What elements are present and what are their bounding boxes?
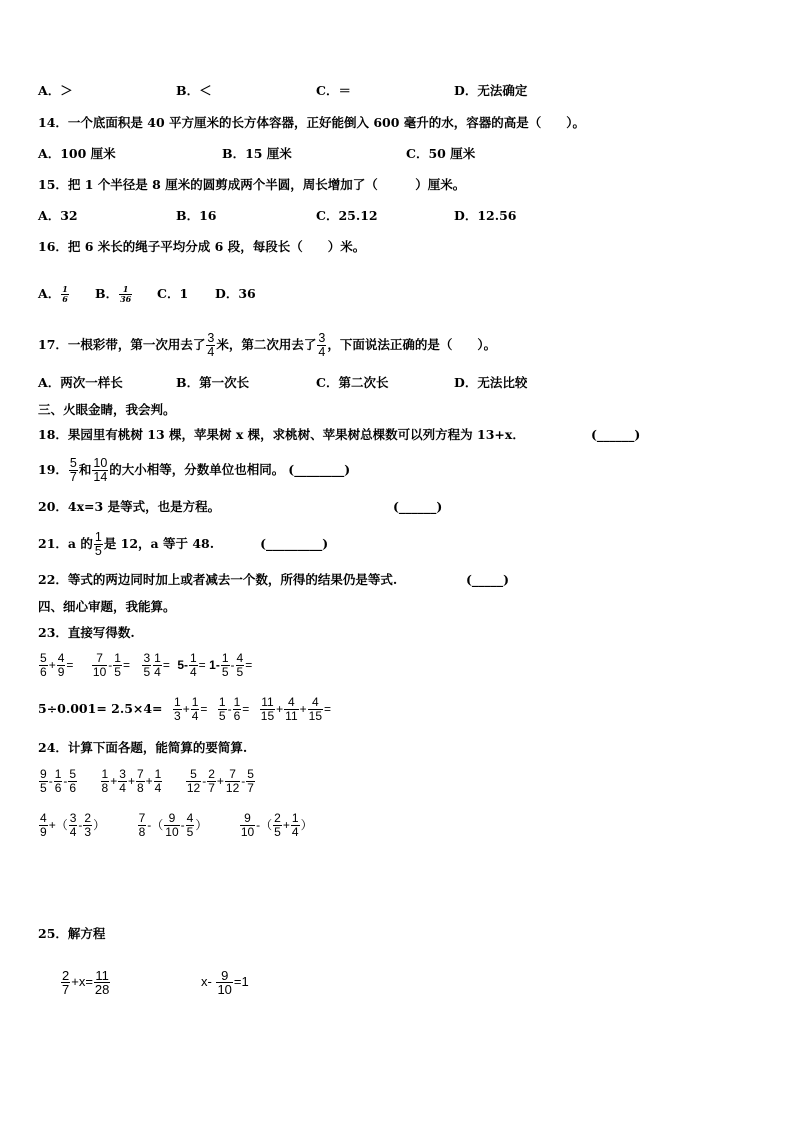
q18-text: 18．果园里有桃树 13 棵，苹果树 x 棵，求桃树、苹果树总棵数可以列方程为 13+x． [38,427,525,442]
q22-answer-blank[interactable]: (_____) [466,572,510,587]
q23-row-1: $\frac{5}{6}$ + $\frac{4}{9}$ = $\frac{7}{10}$ - $\frac{1}{5}$ = $\frac{3}{5}$ $\frac{1}{4}$ = 5- $\frac{1}{4}$ = 1- $\frac{1}{5}$ - $\frac{4}{5}$ = [40,651,253,680]
q15-text: 15．把 1 个半径是 8 厘米的圆剪成两个半圆，周长增加了（ ）厘米。 [38,177,466,192]
q25-text: 25．解方程 [38,926,106,941]
q17-fraction-2: $\frac{3}{4}$ [318,331,326,359]
q16-option-d: D．36 [215,286,256,301]
q19-fraction-2: $\frac{10}{14}$ [93,456,108,484]
q21-fraction: $\frac{1}{5}$ [94,530,102,558]
q14-option-c: C．50 厘米 [406,146,476,161]
q14-option-b: B．15 厘米 [222,146,292,161]
q19-fraction-1: $\frac{5}{7}$ [69,456,77,484]
q21-answer-blank[interactable]: (_________) [260,536,329,551]
q16-text: 16．把 6 米长的绳子平均分成 6 段，每段长（ ）米。 [38,239,366,254]
q15-option-c: C．25.12 [316,208,378,223]
q20-answer-blank[interactable]: (______) [393,499,443,514]
q16-option-a-label: A． [38,286,61,301]
q24-text: 24．计算下面各题，能简算的要简算. [38,740,248,755]
q13-option-d: D．无法确定 [454,83,528,98]
q17-text: 17．一根彩带，第一次用去了 $\frac{3}{4}$ 米，第二次用去了 $\frac{3}{4}$ ，下面说法正确的是（ ）。 [38,331,497,359]
q22-text: 22．等式的两边同时加上或者减去一个数，所得的结果仍是等式. [38,572,398,587]
q14-text: 14．一个底面积是 40 平方厘米的长方体容器，正好能倒入 600 毫升的水，容器的高是（ ）。 [38,115,586,130]
q20-text: 20．4x=3 是等式，也是方程。 [38,499,221,514]
q18-answer-blank[interactable]: (______) [591,427,641,442]
q13-option-b: B．＜ [176,83,212,98]
q21-text: 21．a 的 $\frac{1}{5}$ 是 12，a 等于 48. (_________) [38,530,329,558]
q15-option-b: B．16 [176,208,217,223]
q15-option-a: A．32 [38,208,78,223]
q16-option-b-label: B． [95,286,119,301]
q13-option-a: A．＞ [38,83,73,98]
q23-text: 23．直接写得数. [38,625,135,640]
q16-option-c: C．1 [157,286,189,301]
q25-equation-1: $\frac{2}{7}$ +x= $\frac{11}{28}$ [62,968,110,998]
q24-row-2: $\frac{4}{9}$ +（ $\frac{3}{4}$ - $\frac{2}{3}$ ） $\frac{7}{8}$ -（ $\frac{9}{10}$ - $\frac{4}{5}$ ） $\frac{9}{10}$ -（ $\frac{2}{5}$ + $\frac{1}{4}$ ） [40,811,313,840]
q17-option-b: B．第一次长 [176,375,250,390]
q16-option-b [95,282,133,306]
q14-option-a: A．100 厘米 [38,146,116,161]
q24-row-1: $\frac{9}{5}$ - $\frac{1}{6}$ - $\frac{5}{6}$ $\frac{1}{8}$ + $\frac{3}{4}$ + $\frac{7}{8}$ + $\frac{1}{4}$ $\frac{5}{12}$ - $\frac{2}{7}$ + $\frac{7}{12}$ - $\frac{5}{7}$ [40,767,254,796]
q17-fraction-1: $\frac{3}{4}$ [207,331,215,359]
q17-option-c: C．第二次长 [316,375,389,390]
q16-option-a-fraction: $\frac{1}{6}$ [62,284,68,304]
q13-option-c: C．＝ [316,83,351,98]
section-4-heading: 四、细心审题，我能算。 [38,599,176,614]
q25-equation-2: x- $\frac{9}{10}$ =1 [201,968,249,998]
q17-option-d: D．无法比较 [454,375,528,390]
q19-text: 19． $\frac{5}{7}$ 和 $\frac{10}{14}$ 的大小相等，分数单位也相同。 (________) [38,456,351,484]
q23-row-2: 5÷0.001= 2.5×4= $\frac{1}{3}$ + $\frac{1}{4}$ = $\frac{1}{5}$ - $\frac{1}{6}$ = $\frac{11}{15}$ + $\frac{4}{11}$ + $\frac{4}{15}$ = [38,695,332,724]
q17-option-a: A．两次一样长 [38,375,123,390]
q16-option-b-fraction: $\frac{1}{36}$ [120,284,132,304]
q15-option-d: D．12.56 [454,208,517,223]
q19-answer-blank[interactable]: (________) [288,462,351,477]
q16-option-a [38,282,70,306]
section-3-heading: 三、火眼金睛，我会判。 [38,402,176,417]
